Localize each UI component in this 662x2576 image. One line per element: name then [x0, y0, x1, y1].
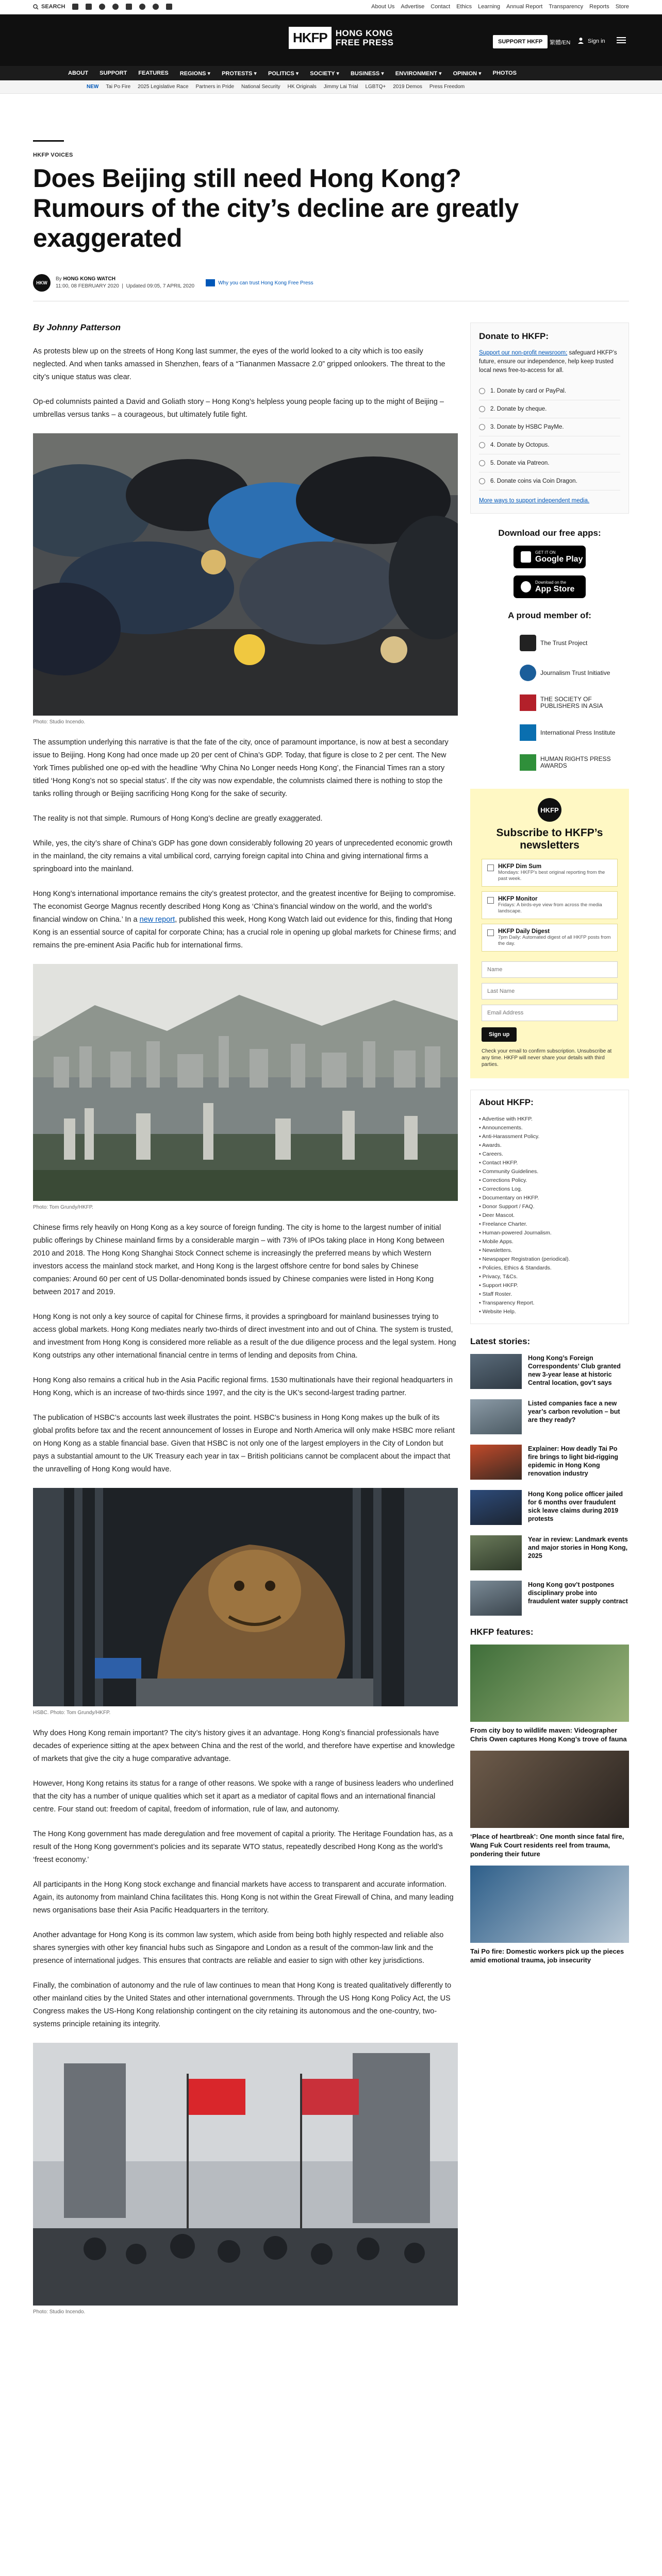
- photo-caption: Photo: Studio Incendo.: [33, 719, 86, 725]
- feature-story[interactable]: [470, 1866, 629, 1964]
- search-link[interactable]: SEARCH: [33, 4, 65, 10]
- latest-story[interactable]: [470, 1535, 629, 1570]
- feature-story[interactable]: [470, 1751, 629, 1858]
- support-hkfp-button[interactable]: SUPPORT HKFP: [493, 35, 548, 48]
- story-thumbnail[interactable]: [470, 1354, 522, 1389]
- donate-option-label: 5. Donate via Patreon.: [490, 460, 550, 466]
- user-icon[interactable]: [577, 37, 584, 44]
- photo-caption: Photo: Studio Incendo.: [33, 2309, 86, 2315]
- figure-harbour: [33, 964, 458, 1210]
- whatsapp-icon[interactable]: [153, 4, 159, 10]
- figure-flags: [33, 2043, 458, 2315]
- member-logo-icon: [520, 754, 536, 771]
- author-org[interactable]: HONG KONG WATCH: [63, 276, 115, 282]
- donate-option-label: 6. Donate coins via Coin Dragon.: [490, 478, 577, 484]
- member-logo-icon: [520, 724, 536, 741]
- telegram-icon[interactable]: [139, 4, 145, 10]
- donate-option[interactable]: [479, 436, 620, 454]
- donate-option-label: 4. Donate by Octopus.: [490, 442, 550, 448]
- paragraph: As protests blew up on the streets of Hong Kong last summer, the eyes of the world looked to a city which is too easily neglected. And when tanks amassed in Shenzhen, fears of a “Tiananmen Massacre 2.0” gripped onlookers. The threat to the city’s unique status was clear.: [33, 347, 445, 381]
- newsletter-desc: Fridays: A birds-eye view from across the media landscape.: [498, 902, 602, 914]
- trending-link[interactable]: Partners in Pride: [195, 84, 235, 90]
- donate-option-label: 2. Donate by cheque.: [490, 406, 547, 412]
- newsletter-option[interactable]: [482, 859, 618, 887]
- story-title[interactable]: Year in review: Landmark events and major stories in Hong Kong, 2025: [528, 1536, 628, 1560]
- member-logo-icon: [520, 694, 536, 711]
- newsletter-name: HKFP Daily Digest: [498, 928, 550, 935]
- top-link[interactable]: Learning: [478, 4, 500, 10]
- article-kicker[interactable]: HKFP VOICES: [33, 152, 73, 158]
- story-title[interactable]: Hong Kong police officer jailed for 6 months over fraudulent sick leave claims during 2019 protests: [528, 1490, 623, 1522]
- trust-link[interactable]: Why you can trust Hong Kong Free Press: [206, 279, 313, 286]
- nav-item[interactable]: BUSINESS ▾: [350, 70, 384, 77]
- paragraph: The assumption underlying this narrative is that the fate of the city, once of paramount importance, is now at best a secondary issue to Beijing. Hong Kong had once made up 20 per cent of China’s GDP. Today, that figure is close to 2 per cent. The New York Times published one op-ed with the headline ‘Why China No Longer needs Hong Kong’, the Financial Times ran a story titled ‘Hong Kong’s not so special status’. If the city was now expendable, the columnists claimed there is nothing to stop the tanks rolling through or Beijing sacrificing Hong Kong for the sake of security.: [33, 738, 449, 798]
- nav-item[interactable]: ABOUT: [68, 70, 89, 76]
- checkbox-icon[interactable]: [487, 897, 494, 904]
- member-logo[interactable]: [470, 748, 629, 777]
- newsletter-desc: Mondays: HKFP’s best original reporting from the past week.: [498, 870, 605, 882]
- about-link[interactable]: • Staff Roster.: [479, 1291, 512, 1297]
- paragraph: All participants in the Hong Kong stock exchange and financial markets have access to transparent and accurate information. Again, its autonomy from mainland China facilitates this. Hong Kong is not within the Great Firewall of China, and many leading news organisations base their Asia Pacific Headquarters in the territory.: [33, 1880, 454, 1914]
- apps-widget: [470, 528, 629, 598]
- story-thumbnail[interactable]: [470, 1535, 522, 1570]
- feature-title[interactable]: From city boy to wildlife maven: Videographer Chris Owen captures Hong Kong’s trove of fauna: [470, 1726, 627, 1743]
- checkbox-icon[interactable]: [487, 929, 494, 936]
- trending-link[interactable]: 2025 Legislative Race: [138, 84, 189, 90]
- photo-caption: HSBC. Photo: Tom Grundy/HKFP.: [33, 1710, 111, 1716]
- figure-protest-umbrellas: [33, 433, 458, 725]
- latest-story[interactable]: [470, 1354, 629, 1389]
- member-name: International Press Institute: [540, 728, 616, 736]
- feature-story[interactable]: [470, 1645, 629, 1743]
- paragraph: Hong Kong’s international importance remains the city’s greatest protector, and the greatest incentive for Beijing to compromise. The economist George Magnus recently described Hong Kong as ‘China’s financial window on the world, and the world’s financial window on China.’ In a new report, published this week, Hong Kong Watch laid out evidence for this, finding that Hong Kong is an essential source of capital for corporate China; has a crucial role in opening up global markets for Chinese firms; and remains the pre-eminent Asia Pacific hub for international firms.: [33, 890, 456, 950]
- trending-nav: [0, 80, 662, 94]
- about-link[interactable]: • Donor Support / FAQ.: [479, 1204, 535, 1210]
- radio-icon[interactable]: [479, 460, 485, 466]
- donate-option[interactable]: [479, 472, 620, 490]
- newsletter-title: Subscribe to HKFP’s newsletters: [496, 827, 603, 851]
- paragraph: Op-ed columnists painted a David and Goliath story – Hong Kong’s helpless young people facing up to the might of Beijing – umbrellas versus tanks – a courageous, but ultimately futile fight.: [33, 398, 444, 419]
- figure-hsbc-lion: [33, 1488, 458, 1716]
- member-name: The Trust Project: [540, 639, 588, 647]
- radio-icon[interactable]: [479, 478, 485, 484]
- donate-title: Donate to HKFP:: [479, 331, 549, 341]
- trending-link[interactable]: HK Originals: [287, 84, 317, 90]
- search-icon: [33, 4, 39, 10]
- hsbc-lion-photo: [33, 1488, 458, 1706]
- logo-mark: HKFP: [289, 27, 332, 49]
- story-title[interactable]: Hong Kong’s Foreign Correspondents’ Club granted new 3-year lease at historic Central location, gov’t says: [528, 1354, 621, 1386]
- about-link[interactable]: • Contact HKFP.: [479, 1160, 518, 1166]
- feature-image[interactable]: [470, 1645, 629, 1722]
- radio-icon[interactable]: [479, 406, 485, 412]
- latest-story[interactable]: [470, 1490, 629, 1525]
- google-play-icon: [521, 551, 531, 563]
- byline: HKW By HONG KONG WATCH 11:00, 08 FEBRUARY 2020 | Updated 09:05, 7 APRIL 2020 Why you can trust Hong Kong Free Press: [33, 274, 629, 292]
- apple-icon: [521, 581, 531, 592]
- facebook-icon[interactable]: [72, 4, 78, 10]
- nav-item[interactable]: FEATURES: [138, 70, 169, 76]
- newsletter-desc: 7pm Daily: Automated digest of all HKFP posts from the day.: [498, 935, 611, 946]
- flags-photo: [33, 2043, 458, 2306]
- paragraph: Finally, the combination of autonomy and the rule of law continues to mean that Hong Kong is treated qualitatively differently to other mainland cities by the United States and other international governments. Through the US Hong Kong Policy Act, the US Congress makes the US-Hong Kong relationship contingent on the city retaining its autonomous and the one-country, two-systems principle retaining its integrity.: [33, 1981, 452, 2028]
- newsletter-name: HKFP Dim Sum: [498, 863, 542, 870]
- x-twitter-icon[interactable]: [86, 4, 92, 10]
- site-header: [0, 14, 662, 66]
- top-link[interactable]: Ethics: [456, 4, 472, 10]
- latest-story[interactable]: [470, 1399, 629, 1434]
- about-link[interactable]: • Awards.: [479, 1142, 502, 1148]
- kicker-rule: [33, 140, 64, 142]
- donate-option[interactable]: [479, 418, 620, 436]
- top-link[interactable]: Advertise: [401, 4, 425, 10]
- member-logo-icon: [520, 665, 536, 681]
- trending-link[interactable]: Tai Po Fire: [106, 84, 131, 90]
- donate-option[interactable]: [479, 382, 620, 400]
- donate-option-label: 1. Donate by card or PayPal.: [490, 388, 567, 394]
- first-name-input[interactable]: [482, 961, 618, 978]
- menu-icon[interactable]: [617, 37, 626, 44]
- donate-option-label: 3. Donate by HSBC PayMe.: [490, 424, 564, 430]
- top-link[interactable]: Annual Report: [506, 4, 543, 10]
- member-logo[interactable]: [470, 628, 629, 658]
- proud-title: A proud member of:: [508, 611, 591, 620]
- radio-icon[interactable]: [479, 442, 485, 448]
- latest-title: Latest stories:: [470, 1336, 531, 1346]
- paragraph: The reality is not that simple. Rumours of Hong Kong’s decline are greatly exaggerated.: [33, 815, 323, 823]
- nav-item[interactable]: ENVIRONMENT ▾: [395, 70, 442, 77]
- site-logo[interactable]: [289, 27, 393, 49]
- radio-icon[interactable]: [479, 388, 485, 394]
- about-link[interactable]: • Corrections Log.: [479, 1186, 522, 1192]
- about-link[interactable]: • Mobile Apps.: [479, 1239, 514, 1245]
- memberships-widget: [470, 611, 629, 777]
- publish-date: 11:00, 08 FEBRUARY 2020: [56, 283, 119, 289]
- about-link[interactable]: • Freelance Charter.: [479, 1221, 527, 1227]
- trending-link[interactable]: LGBTQ+: [365, 84, 386, 90]
- newsletter-name: HKFP Monitor: [498, 896, 538, 902]
- latest-stories-widget: [470, 1336, 629, 1616]
- latest-story[interactable]: [470, 1445, 629, 1480]
- about-link[interactable]: • Deer Mascot.: [479, 1212, 515, 1218]
- features-title: HKFP features:: [470, 1627, 534, 1637]
- nav-item[interactable]: SUPPORT: [100, 70, 127, 76]
- paragraph: The Hong Kong government has made deregulation and free movement of capital a priority. The Heritage Foundation has, as a result of the Hong Kong government’s policies and its separate WTO status, repeatedly described Hong Kong as the world’s ‘freest economy.’: [33, 1830, 453, 1864]
- about-link[interactable]: • Documentary on HKFP.: [479, 1195, 539, 1201]
- trending-link[interactable]: 2019 Demos: [393, 84, 422, 90]
- about-link[interactable]: • Anti-Harassment Policy.: [479, 1133, 540, 1140]
- nav-item[interactable]: PHOTOS: [492, 70, 517, 76]
- about-link[interactable]: • Newspaper Registration (periodical).: [479, 1256, 570, 1262]
- member-name: Journalism Trust Initiative: [540, 669, 610, 676]
- member-name: HUMAN RIGHTS PRESS AWARDS: [540, 755, 611, 769]
- donate-widget: Donate to HKFP: Support our non-profit newsroom; safeguard HKFP’s future, ensure our independence, help keep trusted local news free-to-access for all. 1. Donate by card or PayPal. 2. Donate by cheque. 3. Donate by HSBC PayMe. 4. Donate by Octopus. 5. Donate via Patreon. 6. Donate coins via Coin Dragon. More ways to support independent media.: [470, 323, 629, 514]
- story-title[interactable]: Listed companies face a new year’s carbon revolution – but are they ready?: [528, 1400, 620, 1423]
- newsletter-widget: [470, 789, 629, 1078]
- paragraph: While, yes, the city’s share of China’s GDP has gone down considerably following 20 years of unprecedented economic growth in the mainland, the city remains a vital umbilical cord, carrying foreign capital into China and giving international firms a springboard into the mainland.: [33, 839, 453, 873]
- newsletter-badge: HKFP: [538, 798, 561, 822]
- harbour-photo: [33, 964, 458, 1201]
- paragraph: Hong Kong is not only a key source of capital for Chinese firms, it provides a springboard for mainland businesses trying to access global markets. Hong Kong mediates nearly two-thirds of direct investment into and out of China. The system is trusted, and investment from Hong Kong is considered more reliable as a result of the due diligence process and the legal system. Hong Kong outstrips any other international financial centre in terms of lending and deposits from China.: [33, 1313, 456, 1360]
- paragraph: Hong Kong also remains a critical hub in the Asia Pacific regional firms. 1530 multinationals have their regional headquarters in Hong Kong, which is an increase of two-thirds since 1997, and the city is the UK’s second-largest trading partner.: [33, 1376, 453, 1397]
- newsletter-option[interactable]: [482, 924, 618, 952]
- more-support-link[interactable]: More ways to support independent media.: [479, 498, 590, 504]
- feature-title[interactable]: Tai Po fire: Domestic workers pick up the pieces amid emotional trauma, job insecurity: [470, 1947, 624, 1964]
- paragraph: However, Hong Kong retains its status for a range of other reasons. We spoke with a range of business leaders who underlined that the city has a number of unique qualities which set it apart as a mediator of capital flows and an international financial centre. Four stand out: freedom of capital, freedom of information, rule of law, and autonomy.: [33, 1780, 454, 1814]
- trending-link[interactable]: National Security: [241, 84, 280, 90]
- paragraph: The publication of HSBC’s accounts last week illustrates the point. HSBC’s business in Hong Kong makes up the bulk of its global profits before tax and the recent announcement of losses in Europe and North America will only make HSBC more reliant on Hong Kong as a stable financial base. Given that HSBC is not only one of the largest employers in the City of London but pays a substantial amount to the UK Treasury each year in tax – British politicians cannot be complacent about the impact that the unravelling of Hong Kong would have.: [33, 1414, 455, 1473]
- about-title: About HKFP:: [479, 1097, 534, 1107]
- utility-bar: [0, 0, 662, 14]
- about-link[interactable]: • Support HKFP.: [479, 1282, 518, 1289]
- signup-button[interactable]: Sign up: [482, 1027, 517, 1042]
- apps-title: Download our free apps:: [498, 528, 601, 538]
- member-logo[interactable]: [470, 718, 629, 748]
- newsletter-option[interactable]: [482, 891, 618, 919]
- youtube-icon[interactable]: [126, 4, 132, 10]
- top-link[interactable]: Store: [615, 4, 629, 10]
- story-thumbnail[interactable]: [470, 1445, 522, 1480]
- radio-icon[interactable]: [479, 424, 485, 430]
- top-link[interactable]: Transparency: [549, 4, 584, 10]
- top-link[interactable]: About Us: [371, 4, 395, 10]
- nav-item[interactable]: OPINION ▾: [453, 70, 482, 77]
- about-link[interactable]: • Transparency Report.: [479, 1300, 535, 1306]
- story-title[interactable]: Hong Kong gov’t postpones disciplinary probe into fraudulent water supply contract: [528, 1581, 628, 1605]
- trust-icon: [206, 279, 215, 286]
- paragraph: Chinese firms rely heavily on Hong Kong as a key source of foreign funding. The city is home to the largest number of initial public offerings by Chinese mainland firms by a considerable margin – with 73% of IPOs taking place in Hong Kong between 2010 and 2018. The Hong Kong Shanghai Stock Connect scheme is increasingly the preferred means by which Western investors access the mainland stock market, and Hong Kong is the largest offshore centre for bond sales by Chinese companies: Around 60 per cent of US Dollar-denominated bonds issued by Chinese companies were listed in Hong Kong between 2017 and 2019.: [33, 1224, 444, 1296]
- app-store-button[interactable]: Download on the App Store: [514, 575, 586, 598]
- latest-story[interactable]: [470, 1581, 629, 1616]
- about-link[interactable]: • Community Guidelines.: [479, 1168, 539, 1175]
- top-link[interactable]: Reports: [589, 4, 609, 10]
- author-avatar[interactable]: HKW: [33, 274, 51, 292]
- feature-image[interactable]: [470, 1866, 629, 1943]
- last-name-input[interactable]: [482, 983, 618, 999]
- about-link[interactable]: • Website Help.: [479, 1309, 516, 1315]
- story-thumbnail[interactable]: [470, 1581, 522, 1616]
- paragraph: Another advantage for Hong Kong is its common law system, which aside from being both highly respected and reliable also shares synergies with other key financial hubs such as Singapore and London as a result of the common-law link and the presence of international judges. This ensures that contracts are reliable and easier to sign with other key jurisdictions.: [33, 1931, 444, 1965]
- language-switch[interactable]: 繁體/EN: [550, 40, 571, 46]
- main-nav: [0, 66, 662, 80]
- about-widget: [470, 1090, 629, 1324]
- donate-option[interactable]: [479, 454, 620, 472]
- trending-link[interactable]: Jimmy Lai Trial: [323, 84, 358, 90]
- top-link[interactable]: Contact: [431, 4, 451, 10]
- about-link[interactable]: • Newsletters.: [479, 1247, 512, 1253]
- about-link[interactable]: • Privacy, T&Cs.: [479, 1274, 518, 1280]
- sign-in-link[interactable]: Sign in: [588, 38, 605, 44]
- about-link[interactable]: • Corrections Policy.: [479, 1177, 527, 1183]
- email-input[interactable]: [482, 1005, 618, 1021]
- paragraph: Why does Hong Kong remain important? The city’s history gives it an advantage. Hong Kong’s financial professionals have decades of experience sitting at the apex between China and the rest of the world, and therefore have expertise and knowledge of markets that give the city a huge comparative advantage.: [33, 1729, 455, 1763]
- about-link[interactable]: • Policies, Ethics & Standards.: [479, 1265, 552, 1271]
- about-link[interactable]: • Human-powered Journalism.: [479, 1230, 552, 1236]
- trending-link[interactable]: Press Freedom: [429, 84, 465, 90]
- about-link[interactable]: • Careers.: [479, 1151, 503, 1157]
- article-body: [33, 323, 458, 2326]
- donate-support-link[interactable]: Support our non-profit newsroom;: [479, 350, 568, 356]
- protest-photo: [33, 433, 458, 716]
- checkbox-icon[interactable]: [487, 865, 494, 871]
- instagram-icon[interactable]: [99, 4, 105, 10]
- member-logo[interactable]: [470, 658, 629, 688]
- nav-item[interactable]: SOCIETY ▾: [310, 70, 339, 77]
- updated-date: Updated 09:05, 7 APRIL 2020: [126, 283, 195, 289]
- story-title[interactable]: Explainer: How deadly Tai Po fire brings to light bid-rigging epidemic in Hong Kong renovation industry: [528, 1445, 618, 1477]
- feature-title[interactable]: ‘Place of heartbreak’: One month since fatal fire, Wang Fuk Court residents reel from trauma, pondering their future: [470, 1833, 624, 1858]
- article-title: Does Beijing still need Hong Kong? Rumours of the city’s decline are greatly exaggerated: [33, 164, 519, 252]
- nav-item[interactable]: PROTESTS ▾: [222, 70, 257, 77]
- sidebar: [470, 323, 629, 1972]
- linkedin-icon[interactable]: [166, 4, 172, 10]
- features-widget: [470, 1627, 629, 1964]
- google-play-button[interactable]: GET IT ON Google Play: [514, 546, 586, 568]
- article-author: By Johnny Patterson: [33, 323, 121, 332]
- member-name: THE SOCIETY OF PUBLISHERS IN ASIA: [540, 696, 603, 709]
- logo-text: HONG KONG FREE PRESS: [335, 28, 394, 47]
- threads-icon[interactable]: [112, 4, 119, 10]
- new-badge: NEW: [87, 84, 99, 90]
- nav-item[interactable]: REGIONS ▾: [179, 70, 211, 77]
- story-thumbnail[interactable]: [470, 1490, 522, 1525]
- feature-image[interactable]: [470, 1751, 629, 1828]
- about-link[interactable]: • Announcements.: [479, 1125, 523, 1131]
- new-report-link[interactable]: new report: [139, 916, 175, 924]
- nav-item[interactable]: POLITICS ▾: [268, 70, 299, 77]
- member-logo-icon: [520, 635, 536, 651]
- donate-option[interactable]: [479, 400, 620, 418]
- photo-caption: Photo: Tom Grundy/HKFP.: [33, 1205, 93, 1210]
- member-logo[interactable]: [470, 688, 629, 718]
- newsletter-note: Check your email to confirm subscription. Unsubscribe at any time. HKFP will never share your details with third parties.: [482, 1048, 612, 1067]
- about-link[interactable]: • Advertise with HKFP.: [479, 1116, 533, 1122]
- story-thumbnail[interactable]: [470, 1399, 522, 1434]
